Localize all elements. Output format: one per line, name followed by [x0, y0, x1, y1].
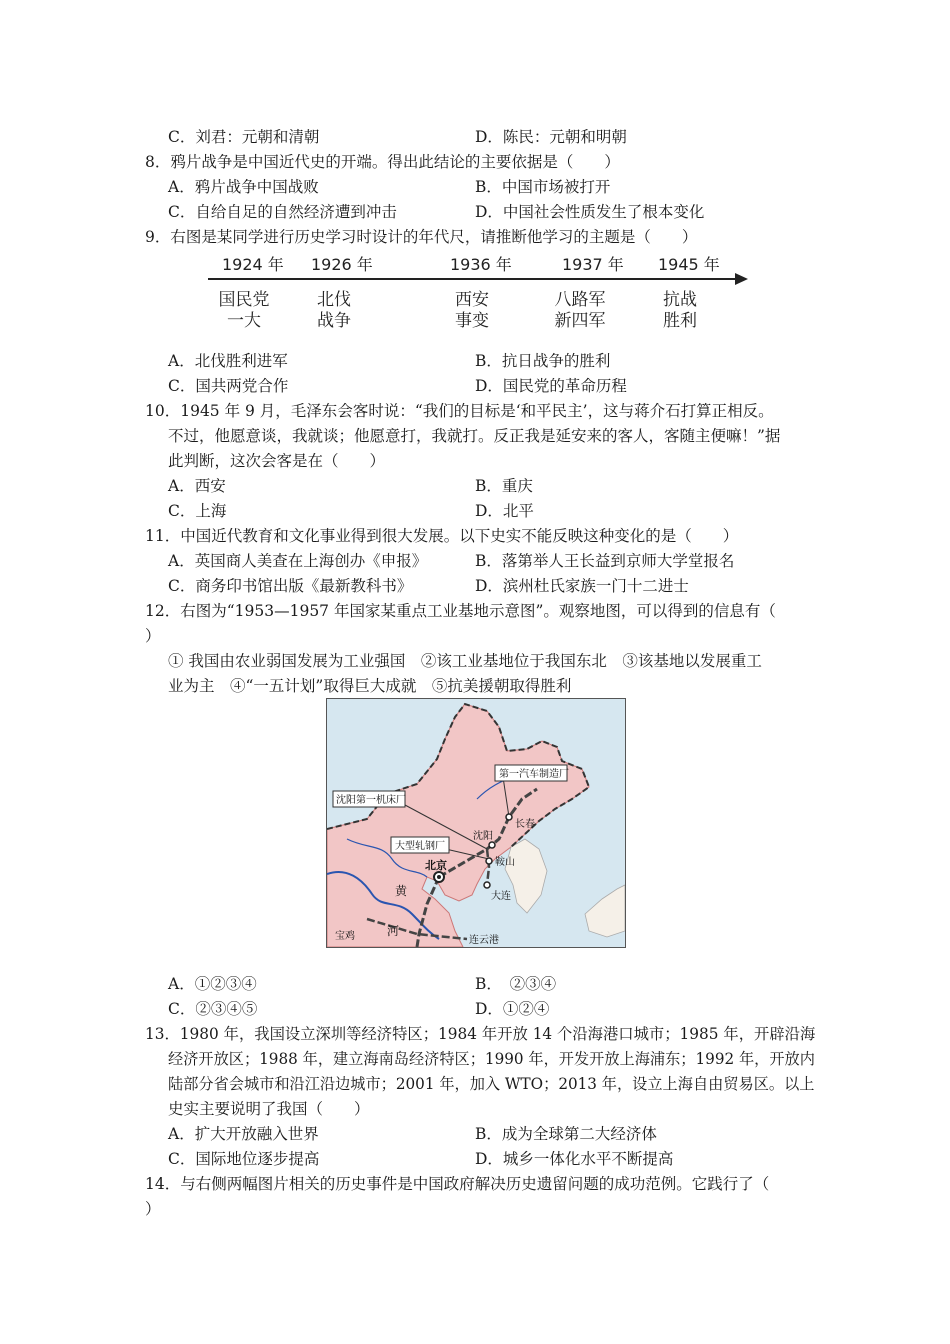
q10-stem-line3: 此判断，这次会客是在（ ）	[168, 452, 386, 470]
timeline-event: 西安 事变	[455, 290, 489, 331]
q12-stem-line2: ）	[145, 627, 161, 645]
city-dot-shenyang	[489, 842, 495, 848]
q9-option-c: C．国共两党合作	[168, 377, 289, 395]
korea-outline	[505, 839, 547, 913]
q13-option-c: C．国际地位逐步提高	[168, 1150, 320, 1168]
q13-stem-line1: 13．1980 年，我国设立深圳等经济特区；1984 年开放 14 个沿海港口城市；1985 年，开辟沿海	[145, 1025, 816, 1043]
q8-option-b: B．中国市场被打开	[475, 178, 611, 196]
q10-option-a: A．西安	[168, 477, 226, 495]
timeline-year: 1924 年	[222, 255, 284, 274]
city-dot-dalian	[484, 882, 490, 888]
q12-stem-line1: 12．右图为“1953—1957 年国家某重点工业基地示意图”。观察地图，可以得到的信息有（	[145, 602, 776, 620]
map-label-shenyang-tool: 沈阳第一机床厂	[336, 795, 406, 806]
map-label-anshan: 鞍山	[495, 857, 515, 868]
q7-option-d: D．陈民：元朝和明朝	[475, 128, 627, 146]
q8-stem: 8．鸦片战争是中国近代史的开端。得出此结论的主要依据是（ ）	[145, 153, 620, 171]
q9-option-b: B．抗日战争的胜利	[475, 352, 611, 370]
q9-stem: 9．右图是某同学进行历史学习时设计的年代尺，请推断他学习的主题是（ ）	[145, 228, 698, 246]
japan-outline	[585, 885, 625, 937]
q12-option-d: D．①②④	[475, 1000, 550, 1018]
q9-option-a: A．北伐胜利进军	[168, 352, 288, 370]
q11-stem: 11．中国近代教育和文化事业得到很大发展。以下史实不能反映这种变化的是（ ）	[145, 527, 739, 545]
timeline-event: 北伐 战争	[317, 290, 351, 331]
industrial-base-map	[326, 698, 626, 948]
q11-option-d: D．滨州杜氏家族一门十二进士	[475, 577, 689, 595]
q10-stem-line2: 不过，他愿意谈，我就谈；他愿意打，我就打。反正我是延安来的客人，客随主便嘛！”据	[168, 427, 781, 445]
timeline-year: 1936 年	[450, 255, 512, 274]
map-label-beijing: 北京	[425, 859, 447, 872]
q13-option-a: A．扩大开放融入世界	[168, 1125, 319, 1143]
city-dot-changchun	[506, 814, 512, 820]
map-label-he: 河	[387, 924, 400, 938]
q9-option-d: D．国民党的革命历程	[475, 377, 627, 395]
map-label-baoji: 宝鸡	[335, 931, 355, 942]
q7-option-c: C．刘君：元朝和清朝	[168, 128, 320, 146]
q11-option-a: A．英国商人美查在上海创办《申报》	[168, 552, 428, 570]
timeline-figure	[200, 250, 760, 345]
timeline-year: 1937 年	[562, 255, 624, 274]
map-label-steel: 大型轧钢厂	[395, 841, 445, 852]
q14-stem-line2: ）	[145, 1200, 161, 1218]
q13-option-b: B．成为全球第二大经济体	[475, 1125, 657, 1143]
q10-stem-line1: 10．1945 年 9 月，毛泽东会客时说：“我们的目标是‘和平民主’，这与蒋介石打算正相反。	[145, 402, 774, 420]
timeline-event: 八路军 新四军	[554, 290, 606, 331]
timeline-year: 1945 年	[658, 255, 720, 274]
map-label-car: 第一汽车制造厂	[499, 769, 569, 780]
q10-option-d: D．北平	[475, 502, 534, 520]
q8-option-c: C．自给自足的自然经济遭到冲击	[168, 203, 397, 221]
q12-option-a: A．①②③④	[168, 975, 257, 993]
timeline-event: 国民党 一大	[218, 290, 270, 331]
q10-option-b: B．重庆	[475, 477, 533, 495]
timeline-year: 1926 年	[311, 255, 373, 274]
land-area	[327, 704, 589, 947]
city-dot-anshan	[486, 858, 492, 864]
q13-option-d: D．城乡一体化水平不断提高	[475, 1150, 674, 1168]
city-dot-beijing-inner	[437, 875, 441, 879]
q13-stem-line4: 史实主要说明了我国（ ）	[168, 1100, 370, 1118]
map-label-huang: 黄	[395, 884, 408, 898]
timeline-event: 抗战 胜利	[663, 290, 697, 331]
q8-option-d: D．中国社会性质发生了根本变化	[475, 203, 705, 221]
q12-statements-line2: 业为主 ④“一五计划”取得巨大成就 ⑤抗美援朝取得胜利	[168, 677, 572, 695]
map-label-lianyungang: 连云港	[469, 935, 499, 946]
map-label-changchun: 长春	[515, 819, 535, 830]
q14-stem-line1: 14．与右侧两幅图片相关的历史事件是中国政府解决历史遗留问题的成功范例。它践行了（	[145, 1175, 770, 1193]
q12-option-b: B． ②③④	[475, 975, 557, 993]
map-label-dalian: 大连	[491, 891, 511, 902]
q10-option-c: C．上海	[168, 502, 227, 520]
q12-statements-line1: ① 我国由农业弱国发展为工业强国 ②该工业基地位于我国东北 ③该基地以发展重工	[168, 652, 762, 670]
map-label-shenyang: 沈阳	[473, 831, 493, 842]
q11-option-b: B．落第举人王长益到京师大学堂报名	[475, 552, 735, 570]
q13-stem-line3: 陆部分省会城市和沿江沿边城市；2001 年，加入 WTO；2013 年，设立上海自由贸易区。以上	[168, 1075, 815, 1093]
q12-option-c: C．②③④⑤	[168, 1000, 258, 1018]
q11-option-c: C．商务印书馆出版《最新教科书》	[168, 577, 413, 595]
q8-option-a: A．鸦片战争中国战败	[168, 178, 319, 196]
q13-stem-line2: 经济开放区；1988 年，建立海南岛经济特区；1990 年，开发开放上海浦东；1992 年，开放内	[168, 1050, 815, 1068]
